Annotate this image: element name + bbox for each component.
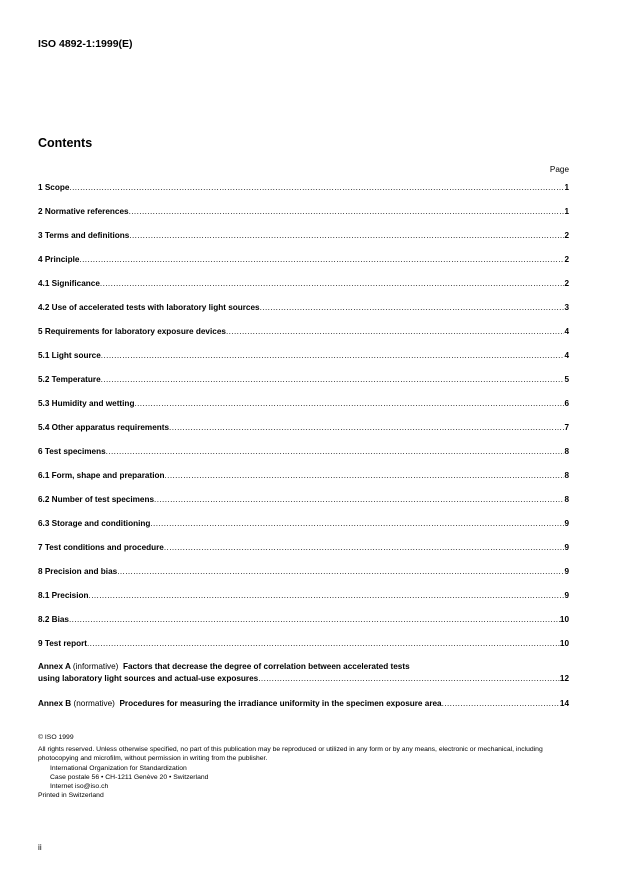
leader-dots — [134, 399, 564, 408]
toc-entry[interactable] — [38, 423, 569, 432]
toc-entry[interactable] — [38, 183, 569, 192]
toc-entry-page: 7 — [564, 423, 569, 432]
toc-entry[interactable] — [38, 375, 569, 384]
leader-dots — [164, 471, 564, 480]
toc-annex-b[interactable] — [38, 699, 569, 708]
toc-entry[interactable] — [38, 279, 569, 288]
page-column-heading: Page — [549, 165, 569, 174]
toc-entry[interactable] — [38, 207, 569, 216]
toc-entry-page: 2 — [564, 255, 569, 264]
copyright-block — [38, 733, 578, 800]
leader-dots — [129, 207, 565, 216]
toc-entry-page: 9 — [564, 519, 569, 528]
toc-entry[interactable] — [38, 639, 569, 648]
leader-dots — [258, 673, 560, 685]
toc-entry-page: 4 — [564, 327, 569, 336]
toc-entry-page: 4 — [564, 351, 569, 360]
copyright-notice: All rights reserved. Unless otherwise specified, no part of this publication may be reproduced or utilized in any form or by any means, electronic or mechanical, including photocopying and microfilm, without permission in writing from the publisher. — [38, 746, 543, 763]
leader-dots — [69, 183, 564, 192]
toc-entry-page: 1 — [564, 207, 569, 216]
toc-entry[interactable] — [38, 231, 569, 240]
toc-entry-page: 10 — [559, 615, 569, 624]
leader-dots — [129, 231, 564, 240]
toc-entry-page: 8 — [564, 471, 569, 480]
leader-dots — [100, 279, 565, 288]
leader-dots — [260, 303, 565, 312]
copyright-printed: Printed in Switzerland — [38, 792, 104, 800]
annex-a-title-line2: using laboratory light sources and actual-use exposures — [38, 674, 259, 683]
annex-a-page: 12 — [559, 674, 569, 683]
toc-entry-label: 4 Principle — [38, 255, 80, 264]
toc-entry-page: 9 — [564, 543, 569, 552]
copyright-internet: Internet iso@iso.ch — [50, 783, 109, 791]
toc-entry[interactable] — [38, 399, 569, 408]
toc-entry[interactable] — [38, 471, 569, 480]
toc-entry-page: 10 — [559, 639, 569, 648]
leader-dots — [101, 375, 565, 384]
annex-b-title: Procedures for measuring the irradiance uniformity in the specimen exposure area — [119, 699, 442, 708]
annex-a-title-line1: Factors that decrease the degree of correlation between accelerated tests — [122, 662, 410, 671]
toc-entry-page: 8 — [564, 447, 569, 456]
toc-entry-label: 6 Test specimens — [38, 447, 106, 456]
toc-entry-page: 9 — [564, 591, 569, 600]
annex-b-type: (normative) — [73, 699, 115, 708]
toc-entry-label: 8.2 Bias — [38, 615, 69, 624]
toc-entry-label: 6.1 Form, shape and preparation — [38, 471, 165, 480]
copyright-org: International Organization for Standardization — [50, 764, 187, 772]
toc-entry-label: 4.1 Significance — [38, 279, 100, 288]
toc-entry[interactable] — [38, 255, 569, 264]
toc-entry-label: 5 Requirements for laboratory exposure devices — [38, 327, 226, 336]
copyright-line: © ISO 1999 — [38, 734, 74, 741]
leader-dots — [87, 639, 560, 648]
toc-entry[interactable] — [38, 567, 569, 576]
toc-entry-page: 2 — [564, 279, 569, 288]
leader-dots — [117, 567, 564, 576]
document-id: ISO 4892-1:1999(E) — [38, 38, 133, 50]
toc-entry-page: 2 — [564, 231, 569, 240]
toc-entry-label: 6.3 Storage and conditioning — [38, 519, 151, 528]
toc-entry-label: 6.2 Number of test specimens — [38, 495, 155, 504]
toc-entry-label: 9 Test report — [38, 639, 87, 648]
toc-entry-page: 8 — [564, 495, 569, 504]
leader-dots — [69, 615, 560, 624]
toc-entry[interactable] — [38, 519, 569, 528]
leader-dots — [154, 495, 564, 504]
toc-entry-page: 9 — [564, 567, 569, 576]
toc-entry-label: 5.1 Light source — [38, 351, 101, 360]
annex-a-name: Annex A — [38, 662, 71, 671]
toc-entry-label: 8 Precision and bias — [38, 567, 118, 576]
toc-entry-page: 5 — [564, 375, 569, 384]
copyright-address: Case postale 56 • CH-1211 Genève 20 • Switzerland — [50, 773, 209, 781]
toc-entry-label: 8.1 Precision — [38, 591, 89, 600]
toc-entry-page: 6 — [564, 399, 569, 408]
leader-dots — [79, 255, 564, 264]
leader-dots — [442, 699, 560, 708]
toc-entry-label: 7 Test conditions and procedure — [38, 543, 164, 552]
leader-dots — [164, 543, 565, 552]
toc-entry[interactable] — [38, 495, 569, 504]
toc-entry[interactable] — [38, 591, 569, 600]
toc-entry-label: 2 Normative references — [38, 207, 129, 216]
toc-annex-a[interactable] — [38, 661, 569, 685]
annex-b-name: Annex B — [38, 699, 72, 708]
toc-entry-label: 5.4 Other apparatus requirements — [38, 423, 170, 432]
toc-entry[interactable] — [38, 615, 569, 624]
toc-entry-label: 5.3 Humidity and wetting — [38, 399, 135, 408]
leader-dots — [89, 591, 565, 600]
toc-entry-label: 4.2 Use of accelerated tests with laboratory light sources — [38, 303, 260, 312]
toc-entry-label: 1 Scope — [38, 183, 70, 192]
toc-entry[interactable] — [38, 447, 569, 456]
toc-entry[interactable] — [38, 303, 569, 312]
toc-entry-label: 3 Terms and definitions — [38, 231, 130, 240]
toc-entry-page: 1 — [564, 183, 569, 192]
annex-b-page: 14 — [559, 699, 569, 708]
toc-entry[interactable] — [38, 351, 569, 360]
leader-dots — [169, 423, 564, 432]
toc-entry[interactable] — [38, 327, 569, 336]
contents-title: Contents — [38, 136, 93, 150]
leader-dots — [101, 351, 565, 360]
toc-entry-page: 3 — [564, 303, 569, 312]
page-number: ii — [38, 843, 42, 852]
annex-a-type: (informative) — [72, 662, 119, 671]
toc-entry[interactable] — [38, 543, 569, 552]
leader-dots — [106, 447, 565, 456]
leader-dots — [150, 519, 564, 528]
toc-entry-label: 5.2 Temperature — [38, 375, 101, 384]
leader-dots — [226, 327, 565, 336]
